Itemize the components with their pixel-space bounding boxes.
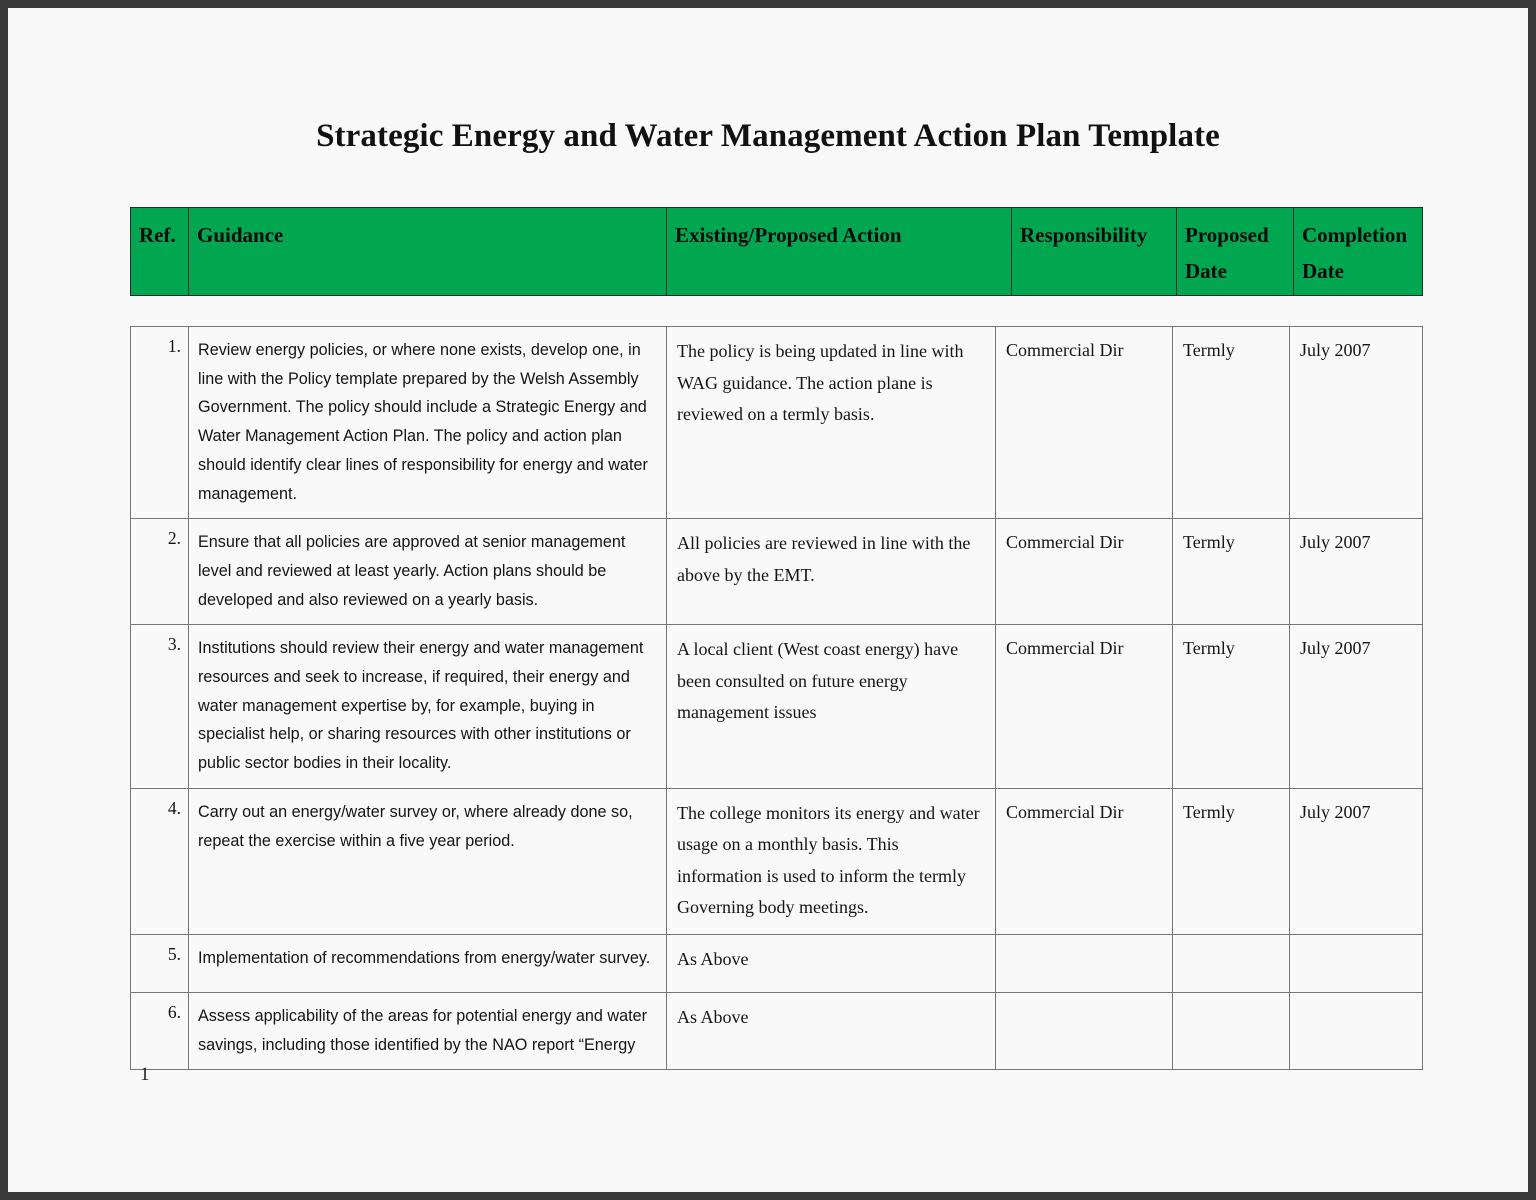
table-row[interactable] [131, 788, 1423, 934]
cell-completion-date: July 2007 [1290, 788, 1423, 934]
table-body [130, 326, 1423, 1070]
cell-action: The college monitors its energy and water usage on a monthly basis. This information is used to inform the termly Governing body meetings. [667, 788, 996, 934]
document-page [8, 8, 1528, 1192]
cell-proposed-date: Termly [1173, 519, 1290, 625]
cell-responsibility [996, 934, 1173, 992]
cell-proposed-date [1173, 992, 1290, 1069]
completion-date-line2: Date [1302, 259, 1344, 284]
cell-action: A local client (West coast energy) have been consulted on future energy management issues [667, 625, 996, 789]
proposed-date-line1: Proposed [1185, 223, 1269, 247]
cell-guidance: Institutions should review their energy and water management resources and seek to increase, if required, their energy and water management expertise by, for example, buying in specialist help, or sharing resources with other institutions or public sector bodies in their locality. [189, 625, 667, 789]
page-title: Strategic Energy and Water Management Action Plan Template [316, 118, 1220, 154]
cell-responsibility: Commercial Dir [996, 519, 1173, 625]
cell-action: As Above [667, 934, 996, 992]
cell-completion-date: July 2007 [1290, 327, 1423, 519]
completion-date-line1: Completion [1302, 223, 1407, 247]
cell-action: As Above [667, 992, 996, 1069]
cell-guidance: Carry out an energy/water survey or, where already done so, repeat the exercise within a five year period. [189, 788, 667, 934]
table-row[interactable] [131, 625, 1423, 789]
column-header-responsibility: Responsibility [1012, 208, 1177, 296]
cell-responsibility: Commercial Dir [996, 327, 1173, 519]
table-row[interactable] [131, 992, 1423, 1069]
cell-ref: 4. [131, 788, 189, 934]
table-row[interactable] [131, 519, 1423, 625]
cell-responsibility: Commercial Dir [996, 625, 1173, 789]
cell-responsibility: Commercial Dir [996, 788, 1173, 934]
cell-guidance: Review energy policies, or where none exists, develop one, in line with the Policy template prepared by the Welsh Assembly Government. The policy should include a Strategic Energy and Water Management Action Plan. The policy and action plan should identify clear lines of responsibility for energy and water management. [189, 327, 667, 519]
cell-guidance: Assess applicability of the areas for potential energy and water savings, including those identified by the NAO report “Energy [189, 992, 667, 1069]
cell-ref: 2. [131, 519, 189, 625]
cell-completion-date [1290, 934, 1423, 992]
cell-ref: 3. [131, 625, 189, 789]
cell-action: All policies are reviewed in line with the above by the EMT. [667, 519, 996, 625]
cell-proposed-date: Termly [1173, 327, 1290, 519]
column-header-proposed-date [1177, 208, 1294, 296]
table-header [130, 207, 1423, 296]
cell-proposed-date: Termly [1173, 625, 1290, 789]
page-number: 1 [140, 1064, 150, 1085]
cell-guidance: Implementation of recommendations from energy/water survey. [189, 934, 667, 992]
cell-guidance: Ensure that all policies are approved at senior management level and reviewed at least yearly. Action plans should be developed and also reviewed on a yearly basis. [189, 519, 667, 625]
cell-ref: 5. [131, 934, 189, 992]
proposed-date-line2: Date [1185, 259, 1227, 284]
table-row[interactable] [131, 327, 1423, 519]
cell-ref: 1. [131, 327, 189, 519]
cell-responsibility [996, 992, 1173, 1069]
table-header-row [131, 208, 1423, 296]
column-header-action: Existing/Proposed Action [667, 208, 1012, 296]
cell-action: The policy is being updated in line with WAG guidance. The action plane is reviewed on a termly basis. [667, 327, 996, 519]
cell-completion-date [1290, 992, 1423, 1069]
cell-completion-date: July 2007 [1290, 519, 1423, 625]
table-row[interactable] [131, 934, 1423, 992]
cell-proposed-date [1173, 934, 1290, 992]
cell-proposed-date: Termly [1173, 788, 1290, 934]
column-header-guidance: Guidance [189, 208, 667, 296]
column-header-ref: Ref. [131, 208, 189, 296]
cell-completion-date: July 2007 [1290, 625, 1423, 789]
column-header-completion-date [1294, 208, 1423, 296]
cell-ref: 6. [131, 992, 189, 1069]
